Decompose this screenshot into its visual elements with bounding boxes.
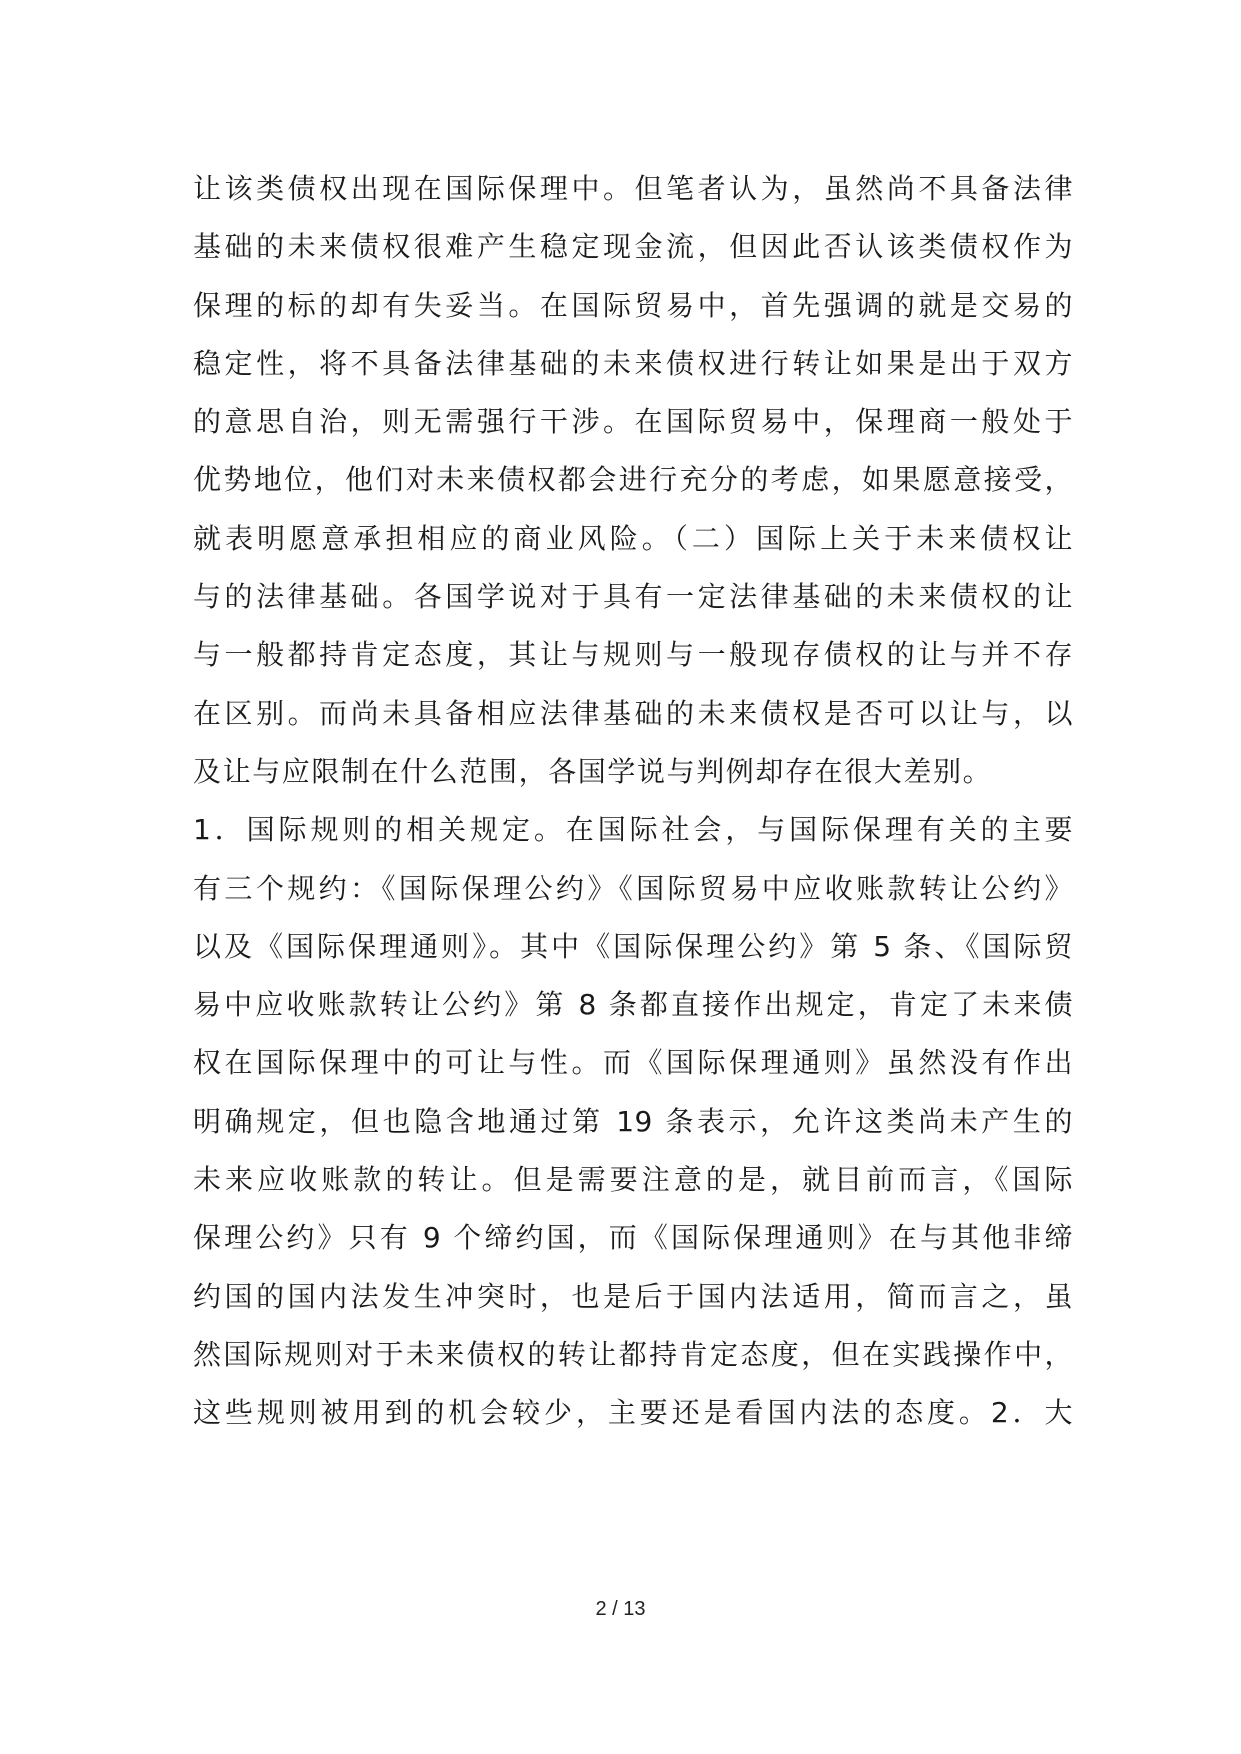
text-line: 明确规定，但也隐含地通过第 19 条表示，允许这类尚未产生的 xyxy=(193,1104,1073,1138)
text-line: 以及《国际保理通则》。其中《国际保理公约》第 5 条、《国际贸 xyxy=(193,929,1073,963)
text-line: 约国的国内法发生冲突时，也是后于国内法适用，简而言之，虽 xyxy=(193,1279,1073,1313)
text-line: 让该类债权出现在国际保理中。但笔者认为，虽然尚不具备法律 xyxy=(193,172,1073,205)
text-line: 这些规则被用到的机会较少，主要还是看国内法的态度。2．大 xyxy=(193,1396,1073,1430)
text-line: 与一般都持肯定态度，其让与规则与一般现存债权的让与并不存 xyxy=(193,638,1073,672)
text-line: 1．国际规则的相关规定。在国际社会，与国际保理有关的主要 xyxy=(193,813,1073,847)
text-line: 权在国际保理中的可让与性。而《国际保理通则》虽然没有作出 xyxy=(193,1046,1073,1080)
text-line: 稳定性，将不具备法律基础的未来债权进行转让如果是出于双方 xyxy=(193,346,1073,380)
text-line: 未来应收账款的转让。但是需要注意的是，就目前而言，《国际 xyxy=(193,1163,1073,1197)
text-line: 与的法律基础。各国学说对于具有一定法律基础的未来债权的让 xyxy=(193,580,1073,614)
body-text xyxy=(193,160,1073,1443)
text-line: 然国际规则对于未来债权的转让都持肯定态度，但在实践操作中， xyxy=(193,1337,1073,1371)
text-line: 的意思自治，则无需强行干涉。在国际贸易中，保理商一般处于 xyxy=(193,405,1073,439)
text-line: 及让与应限制在什么范围，各国学说与判例却存在很大差别。 xyxy=(193,754,993,788)
text-line: 保理公约》只有 9 个缔约国，而《国际保理通则》在与其他非缔 xyxy=(193,1221,1073,1255)
text-line: 就表明愿意承担相应的商业风险。（二）国际上关于未来债权让 xyxy=(193,521,1073,555)
text-line: 优势地位，他们对未来债权都会进行充分的考虑，如果愿意接受， xyxy=(193,463,1073,497)
page-number: 2 / 13 xyxy=(595,1598,646,1620)
text-line: 保理的标的却有失妥当。在国际贸易中，首先强调的就是交易的 xyxy=(193,288,1073,322)
text-line: 基础的未来债权很难产生稳定现金流，但因此否认该类债权作为 xyxy=(193,230,1073,264)
text-line: 有三个规约：《国际保理公约》《国际贸易中应收账款转让公约》 xyxy=(193,871,1073,905)
text-line: 在区别。而尚未具备相应法律基础的未来债权是否可以让与，以 xyxy=(193,696,1073,730)
text-line: 易中应收账款转让公约》第 8 条都直接作出规定，肯定了未来债 xyxy=(193,988,1073,1022)
